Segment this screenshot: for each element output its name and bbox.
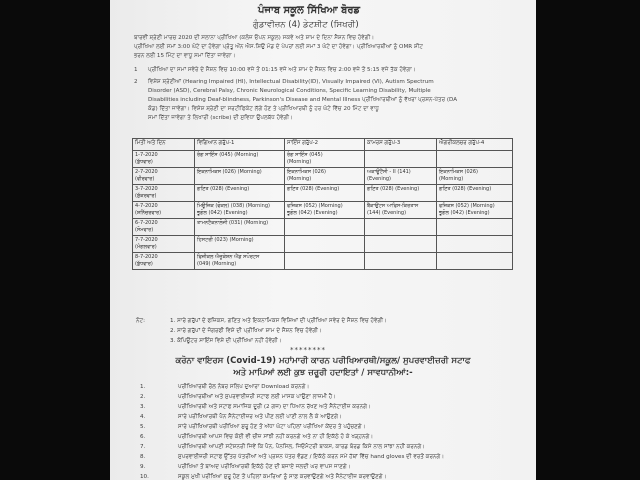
subject-text: ਫਜ਼ਿਕਸ (052) (Morning) <box>439 203 495 209</box>
subject-text: ਗਣਿਤ (028) (Evening) <box>287 186 340 192</box>
subject-cell <box>437 202 513 219</box>
subject-text: ਇਕਨਾਮਿਕਸ (026) <box>439 169 478 175</box>
point-1-line: ਪ੍ਰੀਖਿਆ ਦਾ ਸਮਾਂ ਸਵੇਰੇ ਦੇ ਸੈਸ਼ਨ ਵਿਚ 10:00 ਵਜੇ ਤੋਂ 01:15 ਵਜੇ ਅਤੇ ਸ਼ਾਮ ਦੇ ਸੈਸ਼ਨ ਵਿਚ 2:00 ਵਜੇ ਤੋਂ 5:15 ਵਜੇ ਤੱਕ ਹੋਵੇਗਾ। <box>148 67 416 73</box>
subject-cell <box>195 185 285 202</box>
point-2-line: ਸਮਾਂ ਦਿੱਤਾ ਜਾਵੇਗਾ ਤੇ ਲਿਖਾਰੀ (scribe) ਦੀ ਸੁਵਿਧਾ ਉਪਲਬੱਧ ਹੋਵੇਗੀ। <box>148 115 293 121</box>
separator-stars: ******** <box>290 346 326 354</box>
list-item-number: 6. <box>140 434 146 440</box>
list-item-number: 10. <box>140 474 149 480</box>
date-value: 4-7-2020 <box>135 203 158 209</box>
subject-cell <box>195 168 285 185</box>
subject-text: ਭੂਗੋਲ (042) (Evening) <box>439 209 490 216</box>
list-item-text: ਪਰੀਖਿਆਰਥੀ ਰੋਲ ਨੰਬਰ ਸਲਿਪ ਦੁਆਰਾ Download ਕਰਨਗੇ। <box>178 384 310 390</box>
subject-cell <box>365 168 437 185</box>
subject-cell <box>285 253 365 270</box>
day-value: (ਵੀਰਵਾਰ) <box>135 175 155 182</box>
subject-cell <box>365 151 437 168</box>
subject-cell <box>285 202 365 219</box>
note-item: 2. ਸਾਰੇ ਗਰੁੱਪਾਂ ਦੇ ਜੋਗਰਫੀ ਵਿਸ਼ੇ ਦੀ ਪ੍ਰੀਖਿਆ ਸ਼ਾਮ ਦੇ ਸੈਸ਼ਨ ਵਿਚ ਹੋਵੇਗੀ। <box>170 328 322 334</box>
day-value: (ਬੁੱਧਵਾਰ) <box>135 260 153 267</box>
date-cell <box>133 219 195 236</box>
date-value: 7-7-2020 <box>135 237 158 243</box>
subject-text: (Morning) <box>287 158 312 165</box>
date-cell <box>133 185 195 202</box>
table-row <box>133 253 513 270</box>
day-value: (ਸੋਮਵਾਰ) <box>135 226 154 233</box>
day-value: (ਸ਼ੁੱਕਰਵਾਰ) <box>135 192 157 199</box>
subject-text: ਮਿਊਜ਼ਿਕ (ਵੋਕਲ) (038) (Morning) <box>197 203 270 209</box>
subject-cell <box>195 253 285 270</box>
subject-cell <box>195 219 285 236</box>
list-item-text: ਪਰੀਖਿਆ ਤੋਂ ਬਾਅਦ ਪਰੀਖਿਆਰਥੀ ਇਕੱਠੇ ਹੋਣ ਦੀ ਬਜਾਏ ਜਲਦੀ ਘਰ ਵਾਪਸ ਜਾਣਗੇ। <box>178 464 351 470</box>
table-row <box>133 151 513 168</box>
list-item-number: 8. <box>140 454 146 460</box>
subject-text: ਫਜ਼ਿਕਸ (052) (Morning) <box>287 203 343 209</box>
subject-text: (Morning) <box>287 175 312 182</box>
column-header: ਕਾਮਰਸ ਗਰੁੱਪ-3 <box>365 139 437 151</box>
point-2-line: Disabilities including Deaf-blindness, Parkinson's Disease and Mental Illness ਪ੍ਰੀਖਿਆਰਥੀਆਂ ਨੂੰ ਵੱਖਰਾ ਪ੍ਰਸ਼ਨ-ਪੱਤਰ (DA <box>148 97 458 103</box>
point-2-line: ਵਿਸ਼ੇਸ਼ ਸ਼੍ਰੇਣੀਆਂ (Hearing Impaired (HI), Intellectual Disability(ID), Visually Impaired (VI), Autism Spectrum <box>148 79 434 85</box>
subject-cell <box>365 253 437 270</box>
subject-cell <box>437 185 513 202</box>
list-item-number: 1. <box>140 384 146 390</box>
notes-label: ਨੋਟ: <box>136 318 145 324</box>
subject-text: (144) (Evening) <box>367 209 407 216</box>
list-item-text: ਪਰੀਖਿਆਰਥੀ ਅਤੇ ਸਟਾਫ ਸਮਾਜਿਕ ਦੂਰੀ (2 ਗਜ) ਦਾ ਧਿਆਨ ਰੱਖਣ ਅਤੇ ਸੈਨੇਟਾਈਜ਼ ਕਰਨਗੇ। <box>178 404 371 410</box>
table-row <box>133 202 513 219</box>
subject-text: ਰੰਗ ਸਾਇੰਸ (045) <box>287 152 323 158</box>
date-cell <box>133 168 195 185</box>
list-item-text: ਸੁਪਰਵਾਈਜ਼ਰੀ ਸਟਾਫ ਉੱਤਰ ਪੱਤਰੀਆਂ ਅਤੇ ਪ੍ਰਸ਼ਨ ਪੱਤਰ ਵੰਡਣ / ਇਕੱਠੇ ਕਰਨ ਸਮੇਂ ਹੱਥਾਂ ਵਿੱਚ hand gloves ਦੀ ਵਰਤੋਂ ਕਰਨਗੇ। <box>178 454 445 460</box>
subject-cell <box>285 185 365 202</box>
date-cell <box>133 236 195 253</box>
subject-cell <box>437 151 513 168</box>
list-item-number: 4. <box>140 414 146 420</box>
subject-text: ਭੂਗੋਲ (042) (Evening) <box>287 209 338 216</box>
subject-cell <box>437 219 513 236</box>
intro-line-3: ਭਰਨ ਲਈ 15 ਮਿੰਟ ਦਾ ਵਾਧੂ ਸਮਾਂ ਦਿੱਤਾ ਜਾਵੇਗਾ। <box>134 53 236 59</box>
subject-cell <box>285 151 365 168</box>
date-sheet-table <box>132 138 513 270</box>
subject-text: ਅਕਾਊਂਟੈਂਸੀ - II (141) <box>367 169 411 175</box>
covid-title-line-2: ਅਤੇ ਮਾਪਿਆਂ ਲਈ ਕੁਝ ਜ਼ਰੂਰੀ ਹਦਾਇਤਾਂ / ਸਾਵਧਾਨੀਆਂ:- <box>233 368 413 378</box>
table-row <box>133 168 513 185</box>
list-item-number: 9. <box>140 464 146 470</box>
day-value: (ਮੰਗਲਵਾਰ) <box>135 243 157 250</box>
subject-text: ਗਣਿਤ (028) (Evening) <box>367 186 420 192</box>
date-value: 3-7-2020 <box>135 186 158 192</box>
date-cell <box>133 151 195 168</box>
table-row <box>133 236 513 253</box>
subject-text: ਬੈਂਕਾਉਂਟਸ ਆਫਿਸ-ਕਿਰਤਾਸ <box>367 203 419 209</box>
point-number: 1 <box>134 67 138 73</box>
subject-cell <box>365 185 437 202</box>
point-number: 2 <box>134 79 138 85</box>
note-item: 3. ਕੰਪਿਊਟਰ ਸਾਇੰਸ ਵਿਸ਼ੇ ਦੀ ਪ੍ਰੀਖਿਆ ਨਹੀਂ ਹੋਵੇਗੀ। <box>170 338 282 344</box>
column-header: ਸਾਇੰਸ ਗਰੁੱਪ-2 <box>285 139 365 151</box>
subject-cell <box>437 168 513 185</box>
subject-cell <box>437 236 513 253</box>
date-cell <box>133 202 195 219</box>
subject-text: ਗਣਿਤ (028) (Evening) <box>439 186 492 192</box>
subject-text: (049) (Morning) <box>197 260 237 267</box>
day-value: (ਸ਼ਨਿੱਚਰਵਾਰ) <box>135 209 162 216</box>
list-item-number: 5. <box>140 424 146 430</box>
point-2-line: ਕੋਡ) ਦਿੱਤਾ ਜਾਵੇਗਾ। ਵਿਸ਼ੇਸ਼ ਸ਼੍ਰੇਣੀ ਦਾ ਸਰਟੀਫਿਕੇਟ ਲੱਗੇ ਹੋਣ ਤੇ ਪ੍ਰੀਖਿਆਰਥੀ ਨੂੰ ਹਰ ਘੰਟੇ ਵਿੱਚ 20 ਮਿੰਟ ਦਾ ਵਾਧੂ <box>148 106 379 112</box>
table-row <box>133 219 513 236</box>
point-2-line: Disorder (ASD), Cerebral Palsy, Chronic Neurological Conditions, Specific Learning Disability, Multiple <box>148 88 431 94</box>
column-header: ਐਗਰੀਕਲਚਰ ਗਰੁੱਪ-4 <box>437 139 513 151</box>
list-item-number: 3. <box>140 404 146 410</box>
column-header: ਮਿਤੀ ਅਤੇ ਦਿਨ <box>133 139 195 151</box>
table-row <box>133 185 513 202</box>
subject-text: ਹਿਸਟਰੀ (023) (Morning) <box>197 237 254 243</box>
date-value: 1-7-2020 <box>135 152 158 158</box>
subject-text: (Evening) <box>367 175 391 182</box>
subject-text: (Morning) <box>439 175 464 182</box>
subject-text: ਗਣਿਤ (028) (Evening) <box>197 186 250 192</box>
subject-cell <box>365 236 437 253</box>
list-item-text: ਪਰੀਖਿਆਰਥੀ ਆਪਸ ਵਿਚ ਕੋਈ ਵੀ ਚੀਜ਼ ਸਾਂਝੀ ਨਹੀਂ ਕਰਨਗੇ ਅਤੇ ਨਾ ਹੀ ਇਕੱਠੇ ਹੋ ਕੇ ਖੜ੍ਹਨਗੇ। <box>178 434 374 440</box>
subject-cell <box>365 202 437 219</box>
list-item-text: ਪਰੀਖਿਆਰਥੀਆਂ ਅਤੇ ਸੁਪਰਵਾਈਜ਼ਰੀ ਸਟਾਫ ਲਈ ਮਾਸਕ ਪਾਉਣਾ ਲਾਜ਼ਮੀ ਹੈ। <box>178 394 336 400</box>
date-cell <box>133 253 195 270</box>
subject-cell <box>285 236 365 253</box>
list-item-number: 7. <box>140 444 146 450</box>
subject-text: ਫਿਜ਼ੀਕਲ ਐਜੂਕੇਸ਼ਨ ਐਂਡ ਸਪੋਰਟਸ <box>197 254 260 260</box>
subject-cell <box>195 202 285 219</box>
list-item-text: ਸਾਰੇ ਪਰੀਖਿਆਰਥੀ ਪਰੀਖਿਆ ਸ਼ੁਰੂ ਹੋਣ ਤੋਂ ਅੱਧਾ ਘੰਟਾ ਪਹਿਲਾਂ ਪਰੀਖਿਆ ਕੇਂਦਰ ਤੇ ਪਹੁੰਚਣਗੇ। <box>178 424 366 430</box>
list-item-text: ਪਰੀਖਿਆਰਥੀ ਆਪਣੀ ਸਟੇਸ਼ਨਰੀ ਜਿਵੇਂ ਕਿ ਪੈਨ, ਪੈਨਸਿਲ, ਜਿਓਮੈਟਰੀ ਬਾਕਸ, ਕਾਰਡ ਬੋਰਡ ਕਿਸੇ ਨਾਲ ਸਾਂਝਾ ਨਹੀਂ ਕਰਨਗੇ। <box>178 444 426 450</box>
covid-title-line-1: ਕਰੋਨਾ ਵਾਇਰਸ (Covid-19) ਮਹਾਂਮਾਰੀ ਕਾਰਨ ਪਰੀਖਿਆਰਥੀ/ਸਕੂਲ/ ਸੁਪਰਵਾਈਜ਼ਰੀ ਸਟਾਫ <box>175 356 471 366</box>
subject-cell <box>437 253 513 270</box>
subject-cell <box>285 219 365 236</box>
subject-text: ਭੂਗੋਲ (042) (Evening) <box>197 209 248 216</box>
subject-cell <box>195 151 285 168</box>
note-item: 1. ਸਾਰੇ ਗਰੁੱਪਾਂ ਦੇ ਫਜ਼ਿਕਸ, ਗਣਿਤ ਅਤੇ ਇਕਨਾਮਿਕਸ ਵਿਸ਼ਿਆਂ ਦੀ ਪ੍ਰੀਖਿਆ ਸਵੇਰ ਦੇ ਸੈਸ਼ਨ ਵਿਚ ਹੋਵੇਗੀ। <box>170 318 387 324</box>
subject-text: ਤਾਮਨਟੈਕਨਾਲੋਜੀ (031) (Morning) <box>197 220 269 226</box>
document-page <box>110 0 536 480</box>
list-item-text: ਸਾਰੇ ਪਰੀਖਿਆਰਥੀ ਪੈਨ ਸੈਨੇਟਾਈਜ਼ਰ ਅਤੇ ਪੀਣ ਲਈ ਪਾਣੀ ਨਾਲ ਲੈ ਕੇ ਆਉਣਗੇ। <box>178 414 342 420</box>
subject-cell <box>365 219 437 236</box>
document-subtitle: ਗੁੰਡਾਵੀਜ਼ਨ (4) ਡੇਟਸ਼ੀਟ (ਸਿਖਰੀ) <box>253 20 359 30</box>
column-header: ਵਿਗਿਆਨ ਗਰੁੱਪ-1 <box>195 139 285 151</box>
date-value: 6-7-2020 <box>135 220 158 226</box>
date-value: 8-7-2020 <box>135 254 158 260</box>
subject-text: ਇਕਨਾਮਿਕਸ (026) (Morning) <box>197 169 262 175</box>
subject-cell <box>195 236 285 253</box>
list-item-number: 2. <box>140 394 146 400</box>
intro-line-1: ਬਾਰਵੀਂ ਸ਼੍ਰੇਣੀ ਮਾਰਚ 2020 ਦੀ ਸਲਾਨਾ ਪ੍ਰੀਖਿਆ (ਕਲੋਜ਼ ਓਪਨ ਸਕੂਲ) ਸਕਵੇ ਅਤੇ ਸ਼ਾਮ ਦੇ ਦਿਨਾ ਸੈਸ਼ਨ ਵਿਚ ਹੋਵੇਗੀ। <box>134 35 375 41</box>
table-header-row <box>133 139 513 151</box>
intro-line-2: ਪ੍ਰੀਖਿਆ ਲਈ ਸਮਾਂ 3:00 ਘੰਟੇ ਦਾ ਹੋਵੇਗਾ ਪ੍ਰੰਤੂ ਔਨ ਐਸ.ਸ਼ਿਉ ਮੋਡ ਦੇ ਪੇਪਰਾਂ ਲਈ ਸਮਾਂ 3 ਘੰਟੇ ਦਾ ਹੋਵੇਗਾ। ਪ੍ਰੀਖਿਆਰਥੀਆਂ ਨੂੰ OMR ਸ਼ੀਟ <box>134 44 423 50</box>
subject-text: ਰੰਗ ਸਾਇੰਸ (045) (Morning) <box>197 152 259 158</box>
list-item-text: ਸਕੂਲ ਮੁਖੀ ਪਰੀਖਿਆ ਸ਼ੁਰੂ ਹੋਣ ਤੋਂ ਪਹਿਲਾਂ ਕਮਰਿਆਂ ਨੂੰ ਸਾਫ਼ ਕਰਵਾਉਣਗੇ ਅਤੇ ਸੈਨੇਟਾਈਜ਼ ਕਰਵਾਉਣਗੇ। <box>178 474 387 480</box>
board-title: ਪੰਜਾਬ ਸਕੂਲ ਸਿੱਖਿਆ ਬੋਰਡ <box>258 5 361 16</box>
day-value: (ਬੁੱਧਵਾਰ) <box>135 158 153 165</box>
date-value: 2-7-2020 <box>135 169 158 175</box>
subject-cell <box>285 168 365 185</box>
subject-text: ਇਕਨਾਮਿਕਸ (026) <box>287 169 326 175</box>
